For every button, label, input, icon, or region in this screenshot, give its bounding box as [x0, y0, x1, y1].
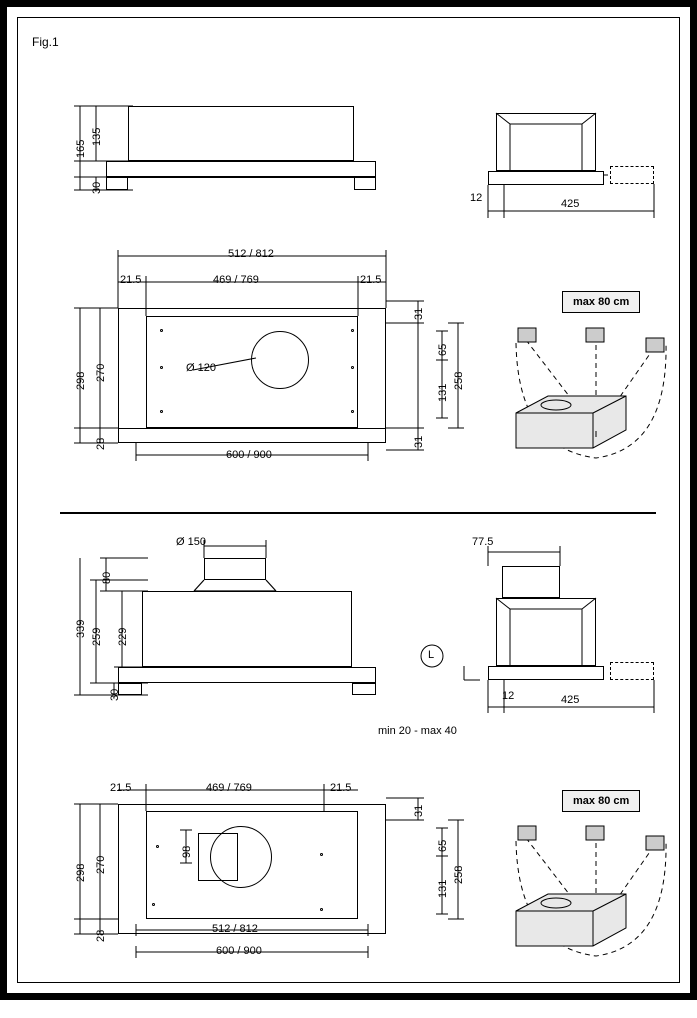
bottom-plan-dim-margin-right: 21.5 — [330, 782, 352, 794]
bottom-front-dim-339: 339 — [75, 619, 87, 638]
bottom-plan-dim-65: 65 — [437, 839, 449, 852]
top-plan-dim-margin-left: 21.5 — [120, 274, 142, 286]
top-install-badge: max 80 cm — [562, 291, 640, 313]
top-plan-dim-65: 65 — [437, 343, 449, 356]
top-plan-dim-31a: 31 — [413, 307, 425, 320]
top-plan-dim-270: 270 — [95, 363, 107, 382]
bottom-side-dim-775: 77.5 — [472, 536, 494, 548]
bottom-front-dim-259: 259 — [91, 627, 103, 646]
top-plan-dim-inner: 469 / 769 — [213, 274, 259, 286]
bottom-plan-dim-28: 28 — [95, 929, 107, 942]
bottom-front-dim-30: 30 — [109, 688, 121, 701]
bottom-plan-dim-258: 258 — [453, 865, 465, 884]
bottom-side-note: min 20 - max 40 — [378, 725, 457, 737]
top-plan-dim-margin-right: 21.5 — [360, 274, 382, 286]
bottom-front-dim-229: 229 — [117, 627, 129, 646]
bottom-side-dim-425: 425 — [561, 694, 580, 706]
bottom-front-duct-label: Ø 150 — [176, 536, 206, 548]
bottom-plan-dim-131: 131 — [437, 879, 449, 898]
bottom-plan-dim-margin-left: 21.5 — [110, 782, 132, 794]
bottom-install-sketch — [18, 18, 697, 1018]
bottom-plan-dim-mid: 512 / 812 — [212, 923, 258, 935]
top-front-dim-165: 165 — [75, 139, 87, 158]
bottom-side-dim-12: 12 — [502, 690, 515, 702]
top-front-dim-135: 135 — [91, 127, 103, 146]
bottom-plan-dim-31: 31 — [413, 804, 425, 817]
bottom-front-dim-80: 80 — [101, 571, 113, 584]
top-plan-dim-28: 28 — [95, 437, 107, 450]
bottom-install-badge: max 80 cm — [562, 790, 640, 812]
top-plan-dim-31b: 31 — [413, 435, 425, 448]
bottom-plan-dim-270: 270 — [95, 855, 107, 874]
top-plan-dim-131: 131 — [437, 383, 449, 402]
bottom-side-marker-l: L — [428, 649, 435, 661]
bottom-plan-hole-label: 98 — [181, 845, 193, 858]
top-plan-dim-bottom: 600 / 900 — [226, 449, 272, 461]
top-plan-dim-298: 298 — [75, 371, 87, 390]
bottom-plan-dim-bottom: 600 / 900 — [216, 945, 262, 957]
top-front-dim-30: 30 — [91, 181, 103, 194]
top-side-dim-425: 425 — [561, 198, 580, 210]
figure-title: Fig.1 — [32, 35, 59, 49]
figure-frame — [17, 17, 680, 983]
top-plan-dim-258: 258 — [453, 371, 465, 390]
top-plan-hole-label: Ø 120 — [186, 362, 216, 374]
bottom-plan-dim-inner: 469 / 769 — [206, 782, 252, 794]
top-plan-dim-top: 512 / 812 — [228, 248, 274, 260]
top-side-dim-12: 12 — [470, 192, 483, 204]
bottom-plan-dim-298: 298 — [75, 863, 87, 882]
